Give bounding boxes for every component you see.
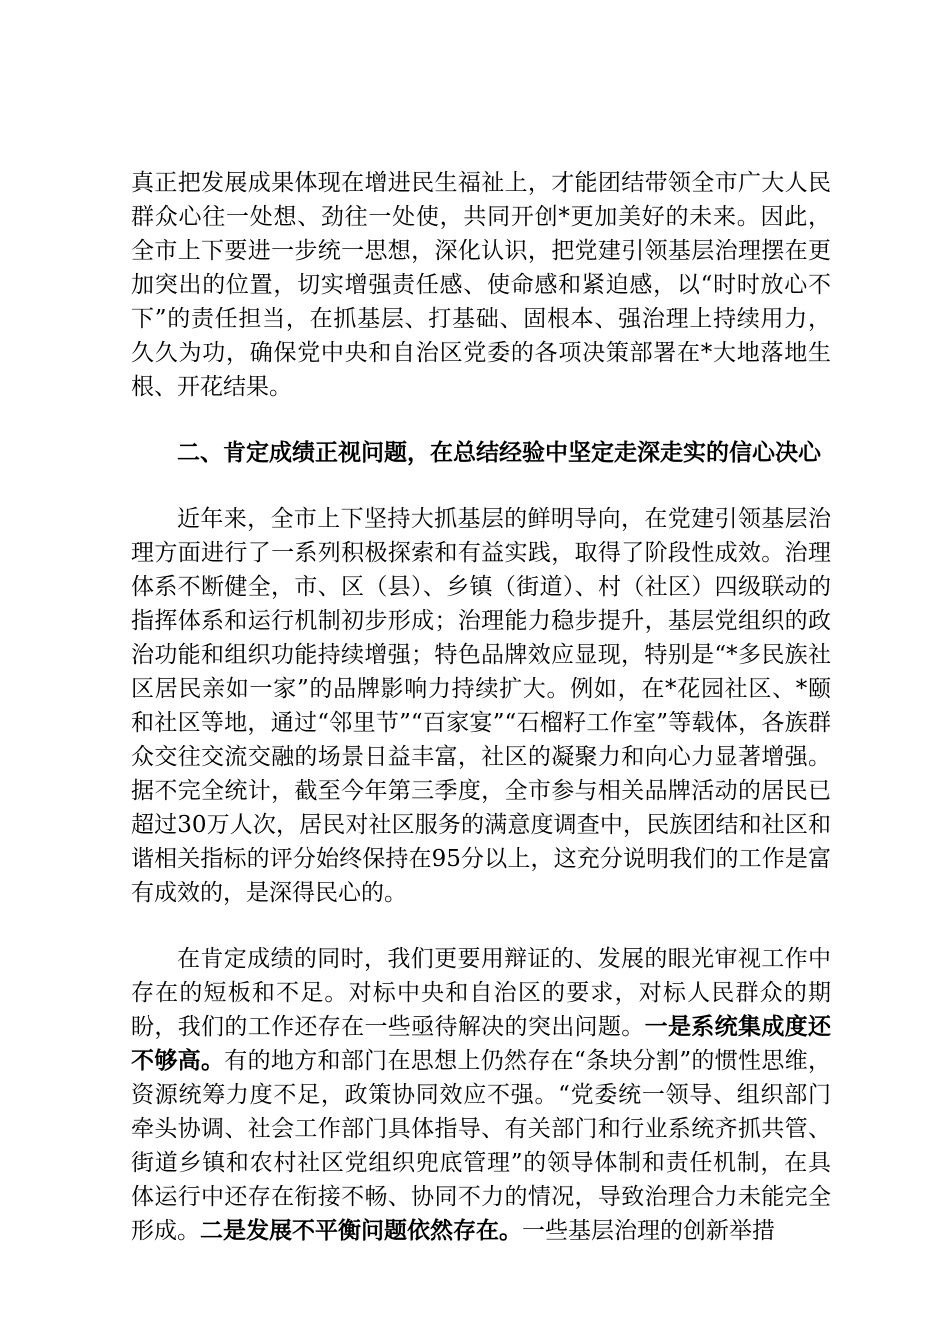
problem-point-two-title: 二是发展不平衡问题依然存在。 bbox=[200, 1218, 522, 1244]
problem-point-one-text: 有的地方和部门在思想上仍然存在“条块分割”的惯性思维，资源统筹力度不足，政策协同效应不强。“党委统一领导、组织部门牵头协调、社会工作部门具体指导、有关部门和行业系统齐抓共管、街道乡镇和农村社区党组织兜底管理”的领导体制和责任机制，在具体运行中还存在衔接不畅、协同不力的情况，导致治理合力未能完全形成。 bbox=[131, 1048, 831, 1244]
problem-point-two-text: 一些基层治理的创新举措 bbox=[522, 1218, 775, 1244]
paragraph-achievements: 近年来，全市上下坚持大抓基层的鲜明导向，在党建引领基层治理方面进行了一系列积极探索和有益实践，取得了阶段性成效。治理体系不断健全，市、区（县）、乡镇（街道）、村（社区）四级联动的指挥体系和运行机制初步形成；治理能力稳步提升，基层党组织的政治功能和组织功能持续增强；特色品牌效应显现，特别是“*多民族社区居民亲如一家”的品牌影响力持续扩大。例如，在*花园社区、*颐和社区等地，通过“邻里节”“百家宴”“石榴籽工作室”等载体，各族群众交往交流交融的场景日益丰富，社区的凝聚力和向心力显著增强。据不完全统计，截至今年第三季度，全市参与相关品牌活动的居民已超过30万人次，居民对社区服务的满意度调查中，民族团结和社区和谐相关指标的评分始终保持在95分以上，这充分说明我们的工作是富有成效的，是深得民心的。 bbox=[131, 506, 831, 906]
document-body bbox=[131, 166, 831, 1248]
paragraph-problems bbox=[131, 942, 831, 1248]
paragraph-continuation: 真正把发展成果体现在增进民生福祉上，才能团结带领全市广大人民群众心往一处想、劲往一处使，共同开创*更加美好的未来。因此，全市上下要进一步统一思想，深化认识，把党建引领基层治理摆在更加突出的位置，切实增强责任感、使命感和紧迫感，以“时时放心不下”的责任担当，在抓基层、打基础、固根本、强治理上持续用力，久久为功，确保党中央和自治区党委的各项决策部署在*大地落地生根、开花结果。 bbox=[131, 170, 831, 400]
problem-point-one-title: 一是系统集成度还不够高。 bbox=[131, 1014, 832, 1074]
section-heading: 二、肯定成绩正视问题，在总结经验中坚定走深走实的信心决心 bbox=[177, 440, 821, 466]
paragraph-problems-intro: 在肯定成绩的同时，我们更要用辩证的、发展的眼光审视工作中存在的短板和不足。对标中央和自治区的要求，对标人民群众的期盼，我们的工作还存在一些亟待解决的突出问题。 bbox=[131, 946, 831, 1040]
